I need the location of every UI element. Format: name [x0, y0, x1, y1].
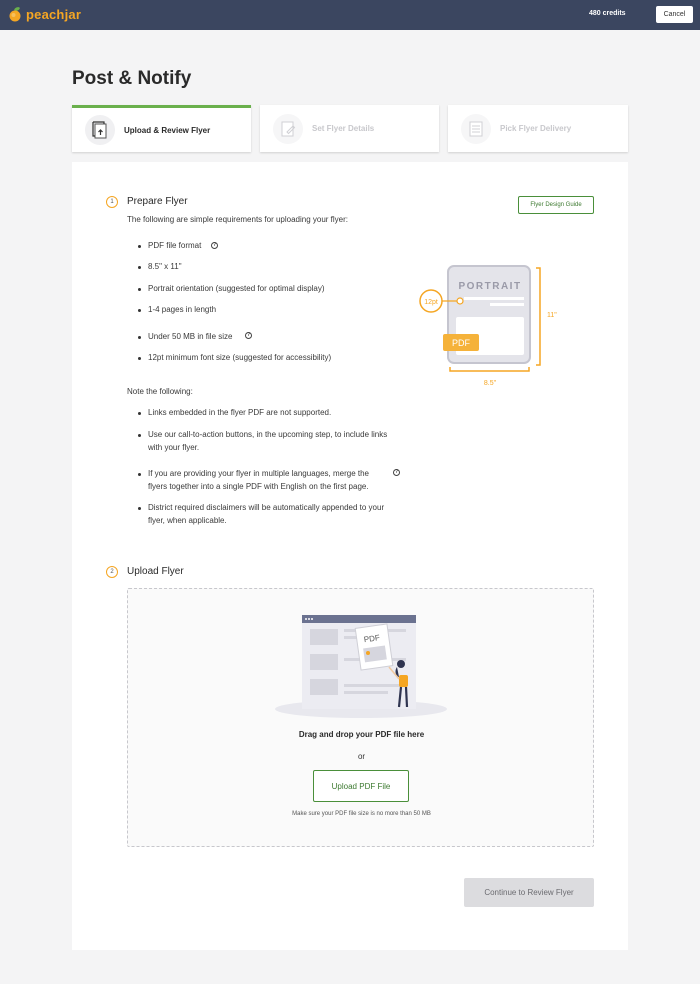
- upload-dropzone[interactable]: [127, 588, 594, 847]
- step-number-badge: 1: [106, 196, 118, 208]
- requirement-item: Under 50 MB in file size: [148, 332, 233, 341]
- continue-button[interactable]: Continue to Review Flyer: [464, 878, 594, 907]
- height-label: 11": [547, 312, 557, 319]
- font-size-badge: 12pt: [424, 299, 438, 306]
- requirement-item: 8.5" x 11": [148, 262, 182, 271]
- step-label: Pick Flyer Delivery: [500, 124, 572, 133]
- file-size-note: Make sure your PDF file size is no more than 50 MB: [292, 811, 431, 817]
- upload-pdf-button[interactable]: Upload PDF File: [313, 770, 409, 802]
- note-item: Use our call-to-action buttons, in the upcoming step, to include links: [148, 430, 388, 439]
- edit-doc-icon: [273, 114, 303, 144]
- note-item: District required disclaimers will be automatically appended to your: [148, 503, 385, 512]
- note-heading: Note the following:: [127, 387, 193, 396]
- step-number-badge: 2: [106, 566, 118, 578]
- step-label: Set Flyer Details: [312, 124, 375, 133]
- requirement-item: 1-4 pages in length: [148, 305, 217, 314]
- bullet: [138, 507, 141, 510]
- peach-icon: [8, 6, 22, 22]
- note-item: If you are providing your flyer in multiple languages, merge the: [148, 469, 370, 478]
- dropzone-pdf-label: PDF: [363, 633, 381, 645]
- flyer-design-guide-button[interactable]: Flyer Design Guide: [518, 196, 594, 214]
- cancel-button[interactable]: Cancel: [656, 6, 693, 23]
- portrait-label: PORTRAIT: [458, 281, 522, 292]
- requirements-intro: The following are simple requirements for uploading your flyer:: [127, 215, 348, 224]
- upload-illustration: [275, 611, 447, 721]
- prepare-flyer-title: Prepare Flyer: [127, 196, 188, 207]
- width-label: 8.5": [483, 380, 497, 387]
- step-upload-review[interactable]: [72, 105, 251, 152]
- brand-name: peachjar: [26, 6, 82, 22]
- bullet: [138, 266, 141, 269]
- bullet: [138, 245, 141, 248]
- brand-logo[interactable]: [8, 6, 81, 22]
- credits-count: 480 credits: [589, 10, 626, 17]
- upload-doc-icon: [85, 115, 115, 145]
- step-set-details[interactable]: [260, 105, 439, 152]
- bullet: [138, 357, 141, 360]
- page-title: Post & Notify: [72, 68, 192, 89]
- help-icon[interactable]: ?: [212, 242, 217, 248]
- bullet: [138, 309, 141, 312]
- requirement-item: 12pt minimum font size (suggested for accessibility): [148, 353, 332, 362]
- bullet: [138, 288, 141, 291]
- note-item-continued: flyers together into a single PDF with English on the first page.: [148, 482, 369, 491]
- note-item-continued: flyer, when applicable.: [148, 516, 227, 525]
- bullet: [138, 336, 141, 339]
- upload-flyer-title: Upload Flyer: [127, 566, 184, 577]
- help-icon[interactable]: ?: [394, 469, 399, 475]
- flyer-spec-illustration: [410, 258, 570, 390]
- pdf-badge: PDF: [452, 338, 470, 348]
- bullet: [138, 412, 141, 415]
- top-bar: [0, 0, 700, 30]
- note-item-continued: with your flyer.: [148, 443, 200, 452]
- delivery-list-icon: [461, 114, 491, 144]
- step-label: Upload & Review Flyer: [124, 125, 211, 135]
- note-item: Links embedded in the flyer PDF are not supported.: [148, 408, 332, 417]
- drag-drop-instruction: Drag and drop your PDF file here: [298, 730, 425, 739]
- requirement-item: Portrait orientation (suggested for optimal display): [148, 284, 325, 293]
- bullet: [138, 434, 141, 437]
- help-icon[interactable]: ?: [246, 332, 251, 338]
- bullet: [138, 473, 141, 476]
- requirement-item: PDF file format: [148, 241, 202, 250]
- step-pick-delivery[interactable]: [448, 105, 628, 152]
- or-separator: or: [357, 752, 366, 761]
